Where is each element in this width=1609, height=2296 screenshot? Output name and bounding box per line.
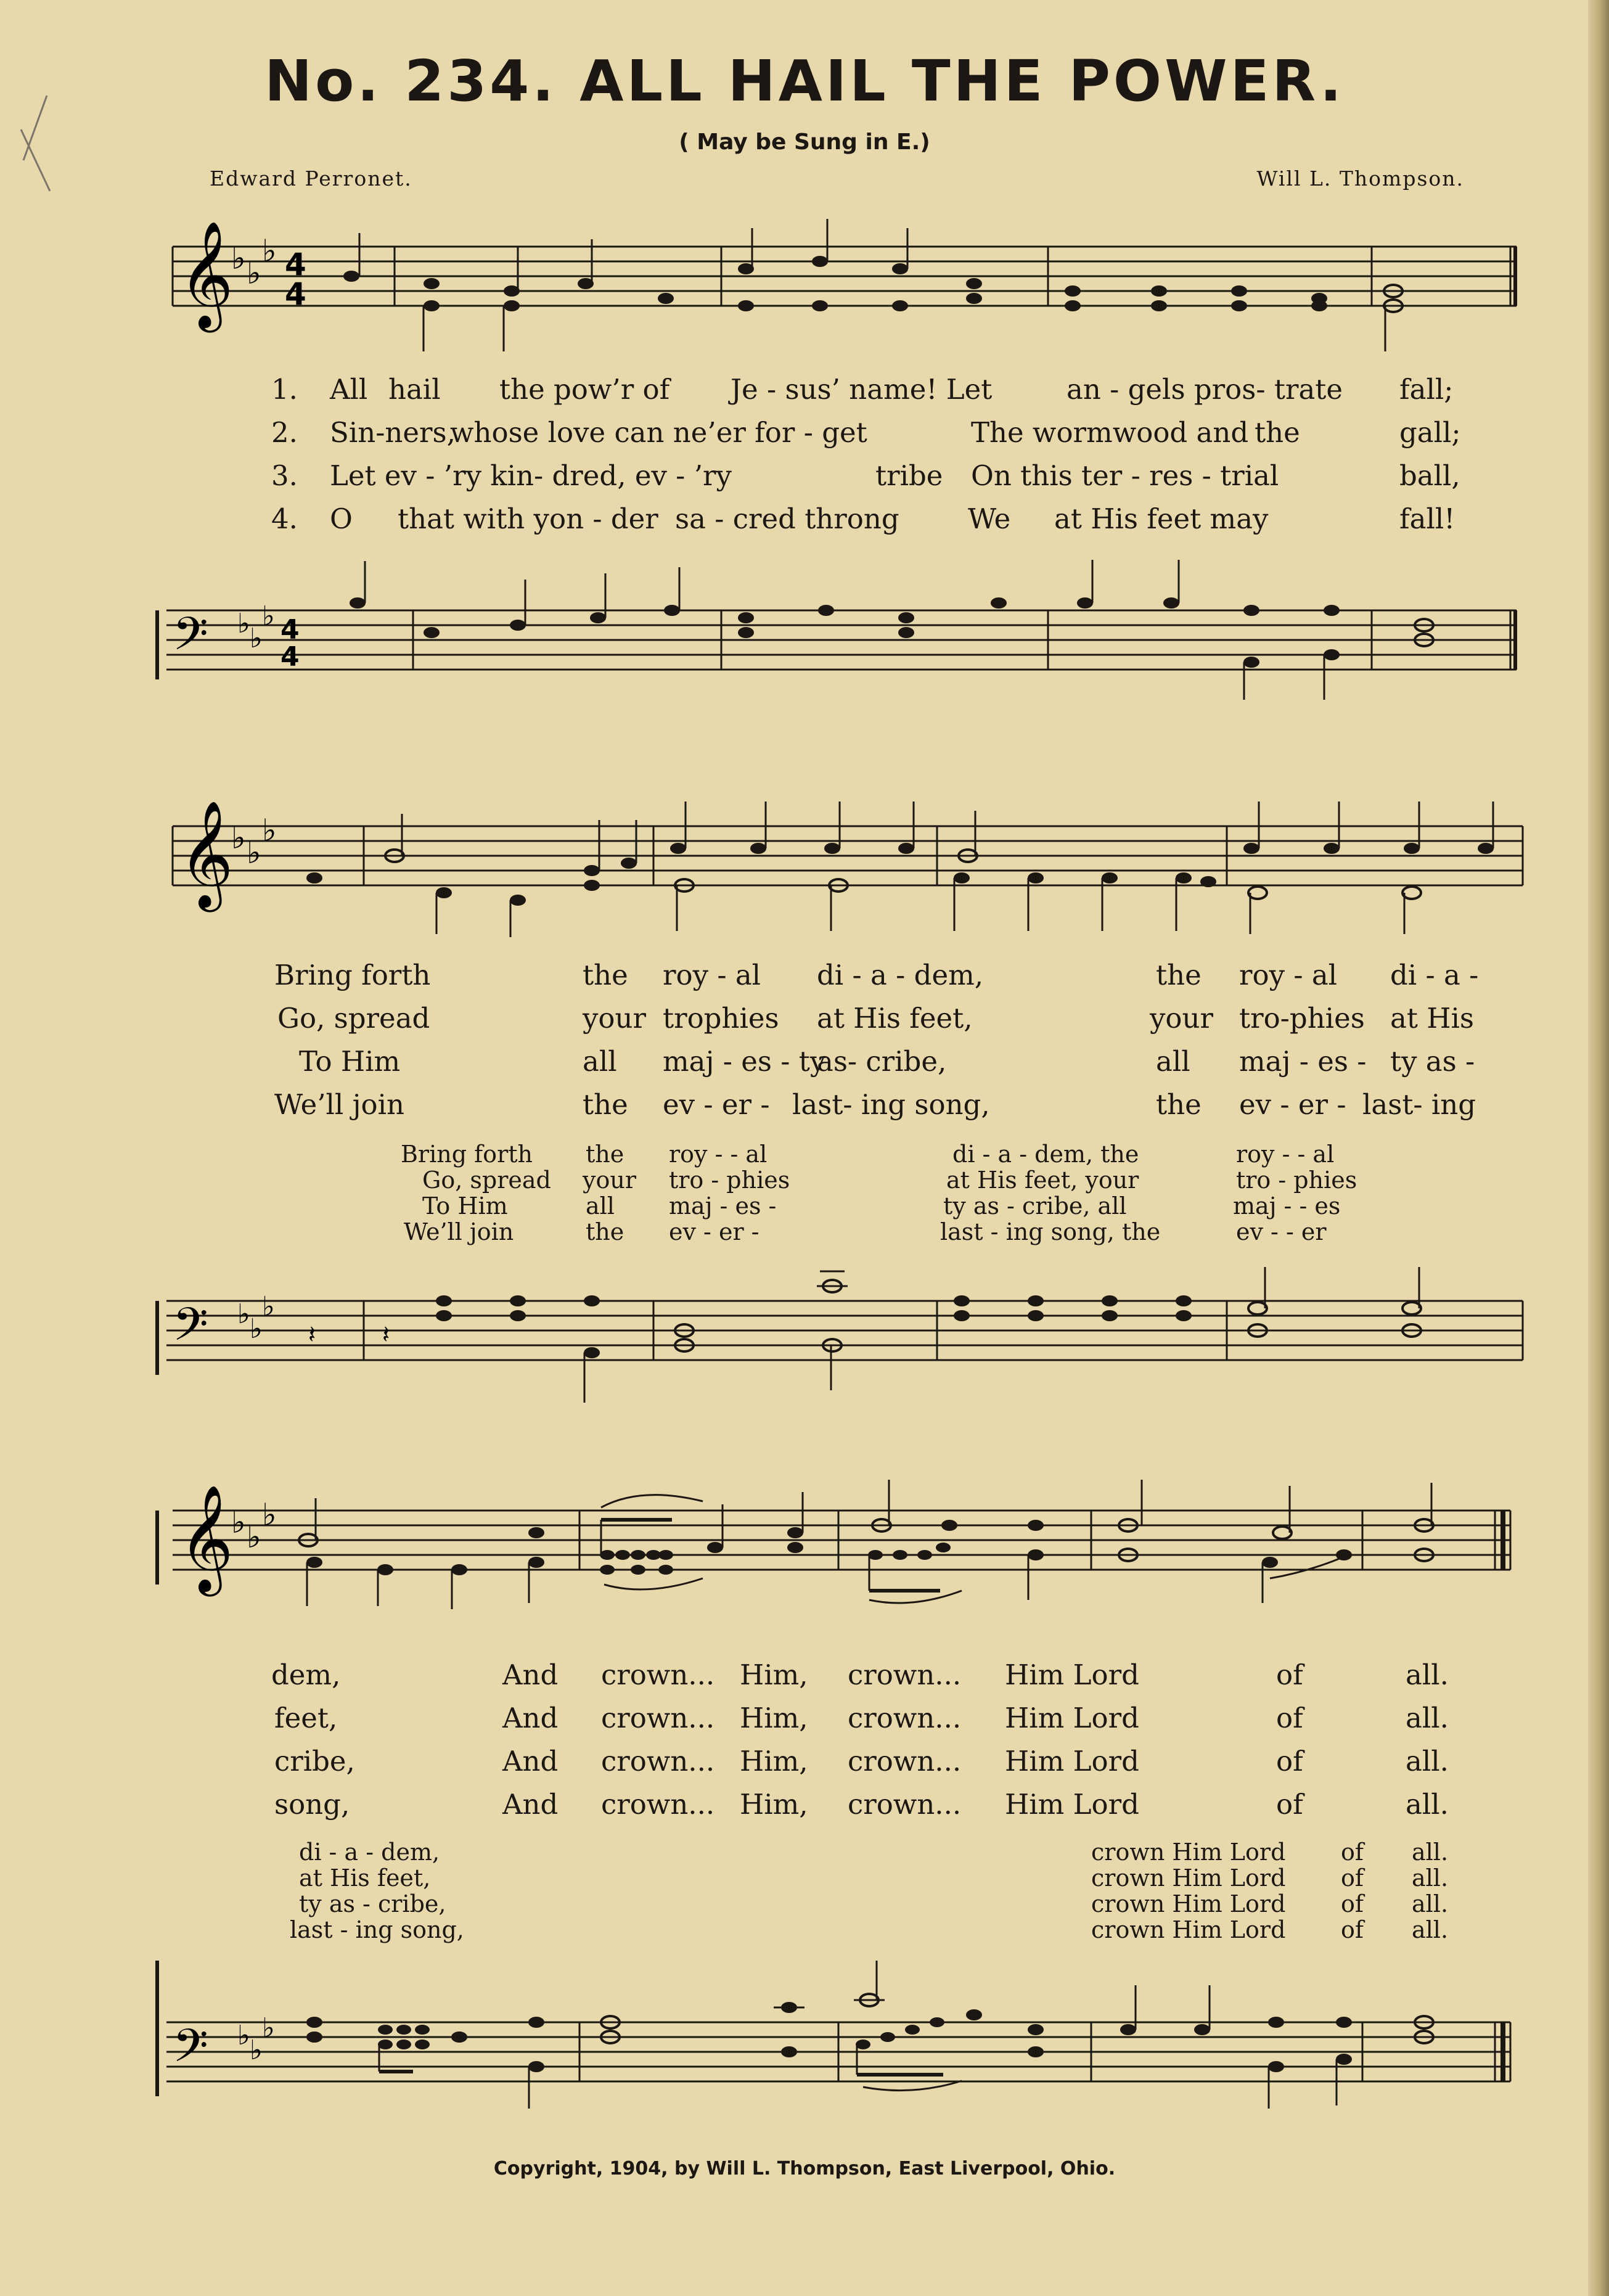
lyric-word: Him, (740, 1745, 808, 1777)
lyric-word: Him Lord (1005, 1658, 1139, 1691)
lyric-word: of (1276, 1658, 1303, 1691)
svg-text:𝄽: 𝄽 (382, 1321, 390, 1349)
lyric-word: Go, spread (277, 1002, 430, 1035)
lyric-word: Go, spread (422, 1166, 551, 1194)
lyric-word: The wormwood and (971, 416, 1249, 449)
lyric-word: roy - - al (669, 1141, 768, 1168)
lyric-word: And (502, 1745, 559, 1777)
svg-text:♭: ♭ (250, 623, 263, 654)
lyric-word: the (583, 1088, 628, 1121)
lyric-word: crown... (848, 1745, 962, 1777)
lyric-word: sa - cred throng (675, 502, 899, 535)
lyric-word: roy - al (663, 959, 761, 991)
lyric-word: cribe, (274, 1745, 355, 1777)
lyric-word: at His feet, your (946, 1166, 1139, 1194)
lyric-word: crown... (848, 1702, 962, 1734)
lyric-word: To Him (299, 1045, 401, 1078)
words-credit: Edward Perronet. (210, 166, 412, 191)
lyric-word: last - ing song, the (940, 1218, 1161, 1245)
lyric-word: Bring forth (401, 1141, 533, 1168)
lyric-word: We (968, 502, 1011, 535)
svg-text:♭: ♭ (262, 2012, 275, 2044)
lyric-word: And (502, 1702, 559, 1734)
lyric-word: maj - es - (669, 1192, 777, 1220)
svg-text:♭: ♭ (262, 233, 277, 269)
hymn-subtitle: ( May be Sung in E.) (679, 129, 930, 155)
lyric-word: all. (1412, 1916, 1449, 1943)
lyric-word: ball, (1399, 459, 1460, 492)
lyric-word: the (586, 1141, 624, 1168)
lyric-word: roy - al (1239, 959, 1338, 991)
lyric-word: as- cribe, (817, 1045, 947, 1078)
lyric-word: the (583, 959, 628, 991)
copyright-notice: Copyright, 1904, by Will L. Thompson, East Liverpool, Ohio. (493, 2158, 1116, 2179)
lyric-word: of (1341, 1916, 1364, 1943)
lyric-word: all. (1412, 1839, 1449, 1866)
lyric-word: ty as - cribe, (299, 1890, 446, 1917)
svg-text:♭: ♭ (231, 1504, 246, 1540)
lyric-word: of (1276, 1745, 1303, 1777)
lyric-word: at His feet may (1054, 502, 1269, 535)
svg-text:♭: ♭ (231, 820, 246, 856)
system-2-treble-staff (0, 783, 1609, 943)
lyric-word: all (583, 1045, 617, 1078)
lyric-word: ev - - er (1236, 1218, 1327, 1245)
lyric-word: maj - es - ty (663, 1045, 826, 1078)
lyric-word: tro-phies (1239, 1002, 1365, 1035)
lyric-word: Him, (740, 1702, 808, 1734)
lyric-word: Him Lord (1005, 1745, 1139, 1777)
verse-number: 2. (271, 416, 298, 449)
lyric-word: crown Him Lord (1091, 1916, 1286, 1943)
lyric-word: last- ing song, (792, 1088, 990, 1121)
lyric-word: dem, (271, 1658, 341, 1691)
system-1-treble-staff (0, 222, 1609, 358)
svg-text:♭: ♭ (237, 608, 250, 639)
lyric-word: all. (1406, 1658, 1449, 1691)
system-1-bass-staff (0, 543, 1609, 703)
lyric-word: the (1255, 416, 1300, 449)
lyric-word: last - ing song, (290, 1916, 464, 1943)
music-credit: Will L. Thompson. (1256, 166, 1464, 191)
lyric-word: the pow’r of (499, 373, 670, 406)
lyric-word: of (1341, 1839, 1364, 1866)
lyric-word: the (1156, 959, 1202, 991)
lyric-word: whose love can ne’er for - get (450, 416, 867, 449)
svg-text:4: 4 (280, 614, 300, 646)
svg-text:𝄢: 𝄢 (173, 607, 208, 672)
lyric-word: your (583, 1002, 647, 1035)
lyric-word: di - a - dem, the (952, 1141, 1139, 1168)
svg-text:4: 4 (285, 247, 306, 282)
lyric-word: all. (1412, 1864, 1449, 1892)
lyric-word: of (1341, 1890, 1364, 1917)
lyric-word: ev - er - (669, 1218, 759, 1245)
lyric-word: maj - es - (1239, 1045, 1367, 1078)
lyric-word: crown Him Lord (1091, 1890, 1286, 1917)
lyric-word: ty as - (1390, 1045, 1475, 1078)
verse-number: 4. (271, 502, 298, 535)
svg-text:𝄞: 𝄞 (179, 800, 234, 908)
lyric-word: ev - er - (663, 1088, 770, 1121)
lyric-word: all (586, 1192, 615, 1220)
verse-number: 1. (271, 373, 298, 406)
lyric-word: di - a - dem, (299, 1839, 440, 1866)
lyric-word: the (586, 1218, 624, 1245)
verse-number: 3. (271, 459, 298, 492)
lyric-word: at His (1390, 1002, 1474, 1035)
lyric-word: Je - sus’ name! Let (731, 373, 993, 406)
lyric-word: On this ter - res - trial (971, 459, 1279, 492)
svg-text:♭: ♭ (262, 601, 275, 632)
svg-text:𝄽: 𝄽 (308, 1321, 316, 1349)
svg-text:♭: ♭ (237, 1298, 250, 1330)
lyric-word: an - gels pros- trate (1067, 373, 1343, 406)
lyric-word: your (1150, 1002, 1214, 1035)
lyric-word: all. (1406, 1788, 1449, 1821)
lyric-word: at His feet, (299, 1864, 431, 1892)
hymn-title: No. 234. ALL HAIL THE POWER. (264, 48, 1345, 114)
lyric-word: Him Lord (1005, 1702, 1139, 1734)
svg-text:𝄢: 𝄢 (173, 2019, 208, 2084)
lyric-word: di - a - dem, (817, 959, 984, 991)
lyric-word: song, (274, 1788, 350, 1821)
lyric-word: all. (1406, 1745, 1449, 1777)
lyric-word: of (1276, 1788, 1303, 1821)
lyric-word: all (1156, 1045, 1190, 1078)
lyric-word: roy - - al (1236, 1141, 1335, 1168)
lyric-word: fall; (1399, 373, 1454, 406)
lyric-word: at His feet, (817, 1002, 973, 1035)
lyric-word: crown Him Lord (1091, 1864, 1286, 1892)
lyric-word: To Him (422, 1192, 508, 1220)
lyric-word: all. (1412, 1890, 1449, 1917)
lyric-word: Him, (740, 1658, 808, 1691)
system-3-treble-staff (0, 1467, 1609, 1628)
lyric-word: gall; (1399, 416, 1461, 449)
lyric-word: tro - phies (1236, 1166, 1357, 1194)
lyric-word: Him, (740, 1788, 808, 1821)
svg-text:♭: ♭ (247, 835, 261, 871)
svg-text:♭: ♭ (262, 813, 277, 848)
system-2-bass-staff (0, 1264, 1609, 1424)
svg-text:𝄞: 𝄞 (179, 1485, 234, 1592)
svg-text:𝄢: 𝄢 (173, 1298, 208, 1363)
lyric-word: that with yon - der (398, 502, 658, 535)
lyric-word: tro - phies (669, 1166, 790, 1194)
svg-text:♭: ♭ (250, 1313, 263, 1345)
lyric-word: All (330, 373, 368, 406)
lyric-word: fall! (1399, 502, 1455, 535)
lyric-word: trophies (663, 1002, 779, 1035)
lyric-word: di - a - (1390, 959, 1479, 991)
system-3-bass-staff (0, 1942, 1609, 2115)
lyric-word: Bring forth (274, 959, 431, 991)
lyric-word: crown... (848, 1788, 962, 1821)
lyric-word: crown Him Lord (1091, 1839, 1286, 1866)
lyric-word: ev - er - (1239, 1088, 1346, 1121)
svg-text:♭: ♭ (262, 1291, 275, 1322)
svg-text:♭: ♭ (247, 255, 261, 291)
lyric-word: hail (388, 373, 441, 406)
svg-text:4: 4 (285, 276, 306, 312)
svg-text:𝄞: 𝄞 (179, 221, 234, 328)
lyric-word: ty as - cribe, all (943, 1192, 1127, 1220)
lyric-word: And (502, 1788, 559, 1821)
svg-text:4: 4 (280, 641, 300, 673)
lyric-word: of (1341, 1864, 1364, 1892)
lyric-word: crown... (601, 1702, 715, 1734)
svg-text:♭: ♭ (247, 1519, 261, 1555)
lyric-word: crown... (601, 1745, 715, 1777)
lyric-word: Sin-ners, (330, 416, 456, 449)
lyric-word: crown... (601, 1788, 715, 1821)
lyric-word: last- ing (1362, 1088, 1476, 1121)
lyric-word: O (330, 502, 353, 535)
lyric-word: crown... (601, 1658, 715, 1691)
lyric-word: And (502, 1658, 559, 1691)
lyric-word: your (583, 1166, 636, 1194)
svg-text:♭: ♭ (262, 1497, 277, 1533)
lyric-word: all. (1406, 1702, 1449, 1734)
lyric-word: tribe (875, 459, 943, 492)
lyric-word: maj - - es (1233, 1192, 1341, 1220)
lyric-word: We’ll join (404, 1218, 514, 1245)
svg-text:♭: ♭ (231, 240, 246, 276)
lyric-word: Him Lord (1005, 1788, 1139, 1821)
lyric-word: We’ll join (274, 1088, 405, 1121)
lyric-word: the (1156, 1088, 1202, 1121)
lyric-word: crown... (848, 1658, 962, 1691)
svg-text:♭: ♭ (250, 2035, 263, 2066)
lyric-word: of (1276, 1702, 1303, 1734)
lyric-word: feet, (274, 1702, 338, 1734)
lyric-word: Let ev - ’ry kin- dred, ev - ’ry (330, 459, 732, 492)
svg-text:♭: ♭ (237, 2020, 250, 2051)
